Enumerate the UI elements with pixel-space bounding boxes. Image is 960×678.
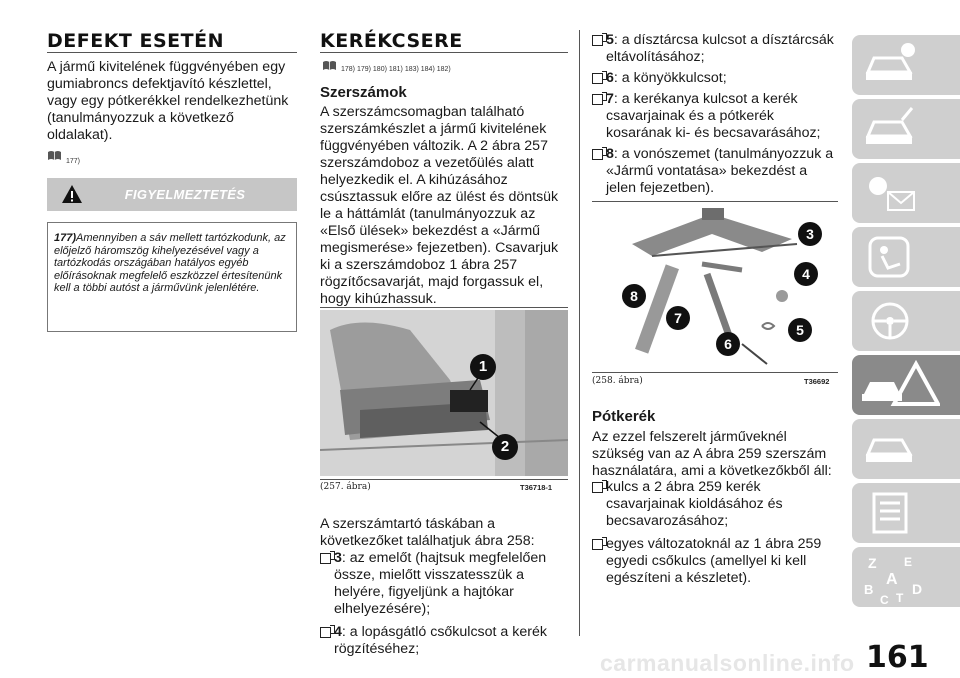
column-divider bbox=[579, 30, 580, 636]
figure-code: T36692 bbox=[804, 377, 830, 386]
book-icon bbox=[47, 150, 62, 161]
warning-number: 177) bbox=[54, 232, 77, 244]
checkbox-bullet-icon bbox=[592, 35, 603, 46]
spare-wheel-list bbox=[592, 479, 840, 587]
tab-service[interactable] bbox=[852, 419, 960, 479]
tools-list-continued bbox=[592, 32, 840, 197]
callout-1: 1 bbox=[470, 354, 496, 380]
warning-box bbox=[47, 222, 297, 332]
car-dashboard-icon bbox=[860, 104, 920, 154]
warning-refs bbox=[47, 146, 80, 165]
car-service-icon bbox=[860, 424, 920, 474]
list-item: egyes változatoknál az 1 ábra 259 egyedi csőkulcs (amellyel ki kell egészíteni a készletet). bbox=[592, 536, 840, 587]
warning-title: FIGYELMEZTETÉS bbox=[124, 187, 246, 202]
checkbox-bullet-icon bbox=[592, 73, 603, 84]
checkbox-bullet-icon bbox=[592, 482, 603, 493]
tab-specs[interactable] bbox=[852, 483, 960, 543]
index-letter: Z bbox=[868, 555, 877, 571]
callout-2: 2 bbox=[492, 434, 518, 460]
list-item: kulcs a 2 ábra 259 kerék csavarjainak kioldásához és becsavarozásához; bbox=[592, 479, 840, 530]
figure-257-seat-toolbox bbox=[320, 310, 568, 476]
heading-rule bbox=[47, 52, 297, 53]
index-letter: B bbox=[864, 582, 874, 597]
index-letter: T bbox=[896, 591, 904, 605]
airbag-safety-icon bbox=[860, 232, 920, 282]
list-item: 3: az emelőt (hajtsuk megfelelően össze, mielőtt visszatesszük a helyére, figyeljünk a hajtókar elhelyezésére); bbox=[320, 550, 568, 618]
section-heading-defekt: DEFEKT ESETÉN bbox=[47, 30, 224, 52]
intro-paragraph: A jármű kivitelének függvényében egy gumiabroncs defektjavító készlettel, vagy egy pótkerékkel rendelkezhetünk (tanulmányozzuk a következő oldalakat). bbox=[47, 59, 289, 143]
tab-index[interactable] bbox=[852, 547, 960, 607]
refs-text: 177) bbox=[66, 158, 81, 165]
callout-8: 8 bbox=[622, 284, 646, 308]
tools-paragraph: A szerszámcsomagban található szerszámkészlet a jármű kivitelének függvényében változik. A 2 ábra 257 szerszámdoboz a vezetőülés alatt helyezkedik el. A kihúzásához csúsztassuk előre az ülést és döntsük le a háttámlát (tanulmányozzuk az «Első ülések» bekezdést a «Jármű megismerése» fejezetben). Csavarjuk ki a szerszámdoboz 1 ábra 257 rögzítőcsavarját, majd forgassuk el, hogy kihúzhassuk. bbox=[320, 104, 559, 307]
tab-lights[interactable] bbox=[852, 163, 960, 223]
callout-6: 6 bbox=[716, 332, 740, 356]
figure-rule bbox=[592, 372, 838, 373]
list-item: 4: a lopásgátló csőkulcsot a kerék rögzítéséhez; bbox=[320, 624, 568, 658]
subheading-potkerek: Pótkerék bbox=[592, 408, 656, 425]
spare-wheel-paragraph: Az ezzel felszerelt járműveknél szükség van az A ábra 259 szerszám használatára, ami a következőkből áll: bbox=[592, 429, 832, 479]
middle-refs bbox=[322, 57, 451, 73]
callout-3: 3 bbox=[798, 222, 822, 246]
figure-caption: (258. ábra) bbox=[592, 376, 643, 386]
tab-dashboard[interactable] bbox=[852, 99, 960, 159]
warning-triangle-car-icon bbox=[860, 360, 940, 410]
list-item: 7: a kerékanya kulcsot a kerék csavarjainak és a pótkerék kosarának ki- és becsavarásához; bbox=[592, 91, 840, 142]
list-item: 5: a dísztárcsa kulcsot a dísztárcsák eltávolításához; bbox=[592, 32, 840, 66]
figure-rule bbox=[592, 201, 838, 202]
tab-car-info[interactable] bbox=[852, 35, 960, 95]
page-number: 161 bbox=[866, 640, 929, 675]
index-letter: E bbox=[904, 555, 913, 569]
tab-safety[interactable] bbox=[852, 227, 960, 287]
car-info-icon bbox=[860, 40, 920, 90]
tools-list bbox=[320, 550, 568, 658]
warning-banner bbox=[47, 178, 297, 211]
checkbox-bullet-icon bbox=[592, 539, 603, 550]
checkbox-bullet-icon bbox=[592, 94, 603, 105]
figure-code: T36718-1 bbox=[520, 483, 553, 492]
after-figure-text: A szerszámtartó táskában a következőket találhatjuk ábra 258: bbox=[320, 516, 535, 549]
figure-258-tool-kit bbox=[592, 204, 838, 368]
lights-mail-icon bbox=[860, 168, 920, 218]
subheading-szerszamok: Szerszámok bbox=[320, 84, 407, 101]
callout-4: 4 bbox=[794, 262, 818, 286]
index-letter: C bbox=[880, 593, 889, 606]
checkbox-bullet-icon bbox=[320, 553, 331, 564]
heading-rule bbox=[320, 52, 568, 53]
warning-text bbox=[54, 232, 290, 295]
list-item: 6: a könyökkulcsot; bbox=[592, 70, 840, 87]
specs-list-icon bbox=[860, 488, 920, 538]
steering-wheel-icon bbox=[860, 296, 920, 346]
figure-rule bbox=[320, 307, 568, 308]
checkbox-bullet-icon bbox=[320, 627, 331, 638]
section-heading-kerekcsere: KERÉKCSERE bbox=[320, 30, 463, 52]
callout-5: 5 bbox=[788, 318, 812, 342]
tab-driving[interactable] bbox=[852, 291, 960, 351]
checkbox-bullet-icon bbox=[592, 149, 603, 160]
index-letter: A bbox=[886, 571, 898, 588]
refs-text: 178) 179) 180) 181) 183) 184) 182) bbox=[341, 66, 451, 73]
callout-7: 7 bbox=[666, 306, 690, 330]
tab-emergency[interactable] bbox=[852, 355, 960, 415]
index-letter: D bbox=[912, 581, 923, 597]
warning-body: Amennyiben a sáv mellett tartózkodunk, az előjelző háromszög kihelyezésével vagy a tartózkodás országában hatályos egyéb előírásoknak megfelelő eszközzel értesítenünk kell a többi autóst a járművünk jelenlétére. bbox=[54, 232, 286, 295]
alphabet-index-icon bbox=[860, 552, 930, 606]
book-icon bbox=[322, 60, 337, 71]
watermark: carmanualsonline.info bbox=[600, 650, 855, 676]
list-item: 8: a vonószemet (tanulmányozzuk a «Jármű vontatása» bekezdést a jelen fejezetben). bbox=[592, 146, 840, 197]
figure-rule bbox=[320, 479, 568, 480]
figure-caption: (257. ábra) bbox=[320, 482, 371, 492]
